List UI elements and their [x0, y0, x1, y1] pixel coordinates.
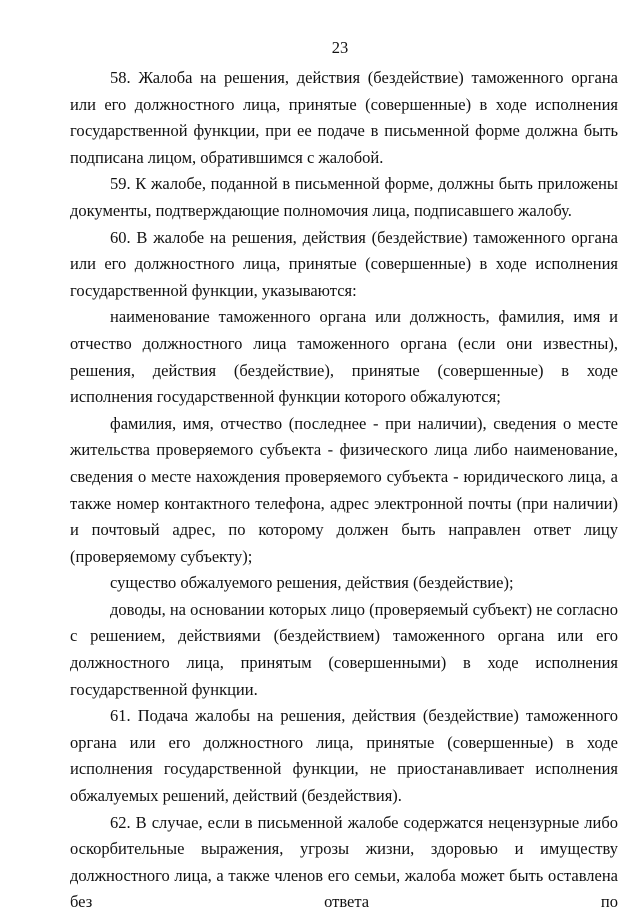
paragraph-60-item-applicant: фамилия, имя, отчество (последнее - при наличии), сведения о месте жительства проверяемого субъекта - физического лица либо наименование, сведения о месте нахождения проверяемого субъекта - юридического лица, а также номер контактного телефона, адрес электронной почты (при наличии) и почтовый адрес, по которому должен быть направлен ответ лицу (проверяемому субъекту); — [70, 413, 618, 566]
paragraph-59: 59. К жалобе, поданной в письменной форме, должны быть приложены документы, подтверждающие полномочия лица, подписавшего жалобу. — [70, 174, 618, 220]
paragraph-58: 58. Жалоба на решения, действия (бездействие) таможенного органа или его должностного лица, принятые (совершенные) в ходе исполнения государственной функции, при ее подаче в письменной форме должна быть подписана лицом, обратившимся с жалобой. — [70, 68, 618, 167]
paragraph-60: 60. В жалобе на решения, действия (бездействие) таможенного органа или его должностного лица, принятые (совершенные) в ходе исполнения государственной функции, указываются: — [70, 227, 618, 300]
page-number: 23 — [331, 38, 349, 57]
paragraph-60-item-authority: наименование таможенного органа или должность, фамилия, имя и отчество должностного лица таможенного органа (если они известны), решения, действия (бездействие), принятые (совершенные) в ходе исполнения государственной функции которого обжалуются; — [70, 307, 618, 407]
paragraph-60-item-arguments: доводы, на основании которых лицо (проверяемый субъект) не согласно с решением, действиями (бездействием) таможенного органа или его должностного лица, принятым (совершенными) в ходе исполнения государственной функции. — [70, 599, 618, 699]
paragraph-61: 61. Подача жалобы на решения, действия (бездействие) таможенного органа или его должностного лица, принятые (совершенные) в ходе исполнения государственной функции, не приостанавливает исполнения обжалуемых решений, действий (бездействия). — [70, 706, 618, 806]
page-body — [70, 65, 618, 916]
paragraph-60-item-substance: существо обжалуемого решения, действия (бездействие); — [110, 573, 514, 593]
paragraph-62: 62. В случае, если в письменной жалобе содержатся нецензурные либо оскорбительные выражения, угрозы жизни, здоровью и имуществу должностного лица, а также членов его семьи, жалоба может быть оставлена без ответа по — [70, 812, 618, 912]
